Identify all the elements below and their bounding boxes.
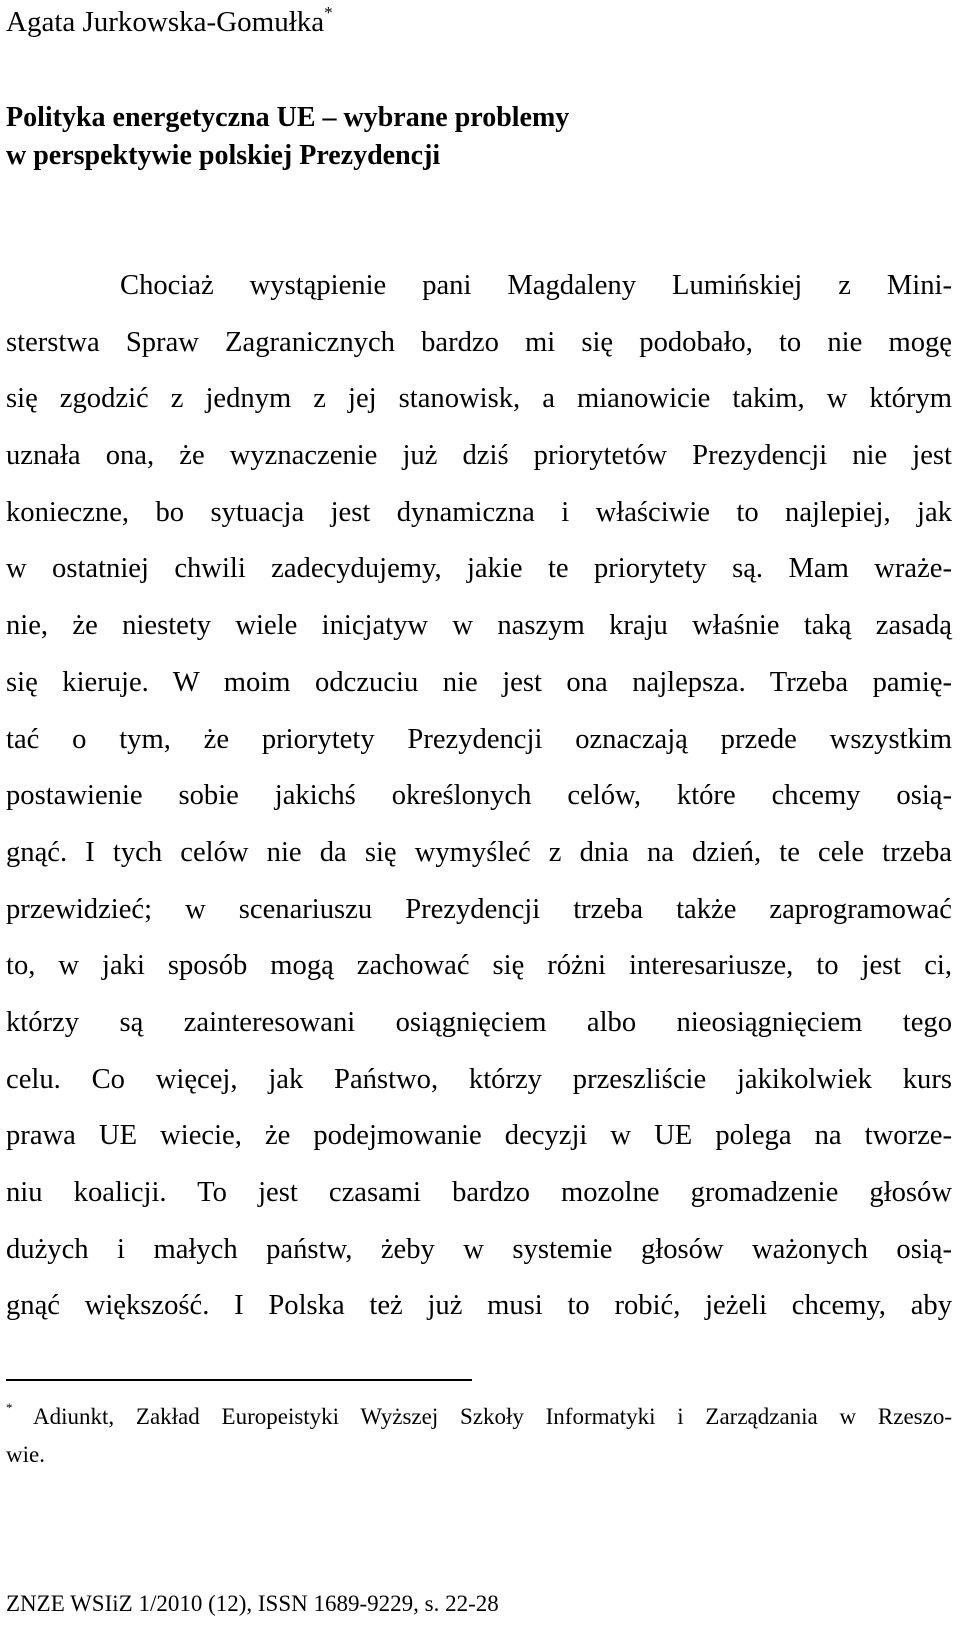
body-line: Chociaż wystąpienie pani Magdaleny Lumińskiej z Mini- <box>120 270 952 301</box>
author-name <box>6 2 333 42</box>
body-line: celu. Co więcej, jak Państwo, którzy przeszliście jakikolwiek kurs <box>6 1063 952 1095</box>
footnote <box>6 1398 952 1474</box>
author-footnote-mark: * <box>324 3 333 22</box>
body-line: to, w jaki sposób mogą zachować się różni interesariusze, to jest ci, <box>6 950 952 982</box>
body-line: niu koalicji. To jest czasami bardzo mozolne gromadzenie głosów <box>6 1177 952 1208</box>
title-line-1: Polityka energetyczna UE – wybrane problemy <box>6 102 570 133</box>
body-line: dużych i małych państw, żeby w systemie głosów ważonych osią- <box>6 1233 952 1265</box>
body-line: prawa UE wiecie, że podejmowanie decyzji w UE polega na tworze- <box>6 1120 952 1152</box>
footnote-text: Adiunkt, Zakład Europeistyki Wyższej Szkoły Informatyki i Zarządzania w Rzeszo- <box>33 1404 952 1429</box>
body-line: postawienie sobie jakichś określonych celów, które chcemy osią- <box>6 780 952 812</box>
body-line: gnąć. I tych celów nie da się wymyśleć z dnia na dzień, te cele trzeba <box>6 836 952 868</box>
body-line: sterstwa Spraw Zagranicznych bardzo mi się podobało, to nie mogę <box>6 326 952 358</box>
body-line: się kieruje. W moim odczuciu nie jest ona najlepsza. Trzeba pamię- <box>6 666 952 698</box>
article-title <box>6 99 569 175</box>
footnote-mark: * <box>6 1400 13 1415</box>
body-line: w ostatniej chwili zadecydujemy, jakie te priorytety są. Mam wraże- <box>6 553 952 585</box>
body-line: nie, że niestety wiele inicjatyw w naszym kraju właśnie taką zasadą <box>6 610 952 642</box>
body-line: tać o tym, że priorytety Prezydencji oznaczają przede wszystkim <box>6 723 952 755</box>
journal-citation: ZNZE WSIiZ 1/2010 (12), ISSN 1689-9229, s. 22-28 <box>6 1591 499 1616</box>
body-line: gnąć większość. I Polska też już musi to robić, jeżeli chcemy, aby <box>6 1290 952 1322</box>
body-line: się zgodzić z jednym z jej stanowisk, a mianowicie takim, w którym <box>6 383 952 415</box>
body-line: którzy są zainteresowani osiągnięciem albo nieosiągnięciem tego <box>6 1006 952 1038</box>
body-line: przewidzieć; w scenariuszu Prezydencji trzeba także zaprogramować <box>6 893 952 925</box>
footnote-line-2: wie. <box>6 1442 45 1467</box>
title-line-2: w perspektywie polskiej Prezydencji <box>6 140 441 171</box>
author-name-text: Agata Jurkowska-Gomułka <box>6 6 325 38</box>
body-line: konieczne, bo sytuacja jest dynamiczna i właściwie to najlepiej, jak <box>6 496 952 528</box>
footnote-line-1 <box>6 1398 952 1436</box>
body-paragraph <box>6 264 952 1341</box>
body-line: uznała ona, że wyznaczenie już dziś priorytetów Prezydencji nie jest <box>6 440 952 472</box>
footnote-divider <box>6 1379 472 1381</box>
